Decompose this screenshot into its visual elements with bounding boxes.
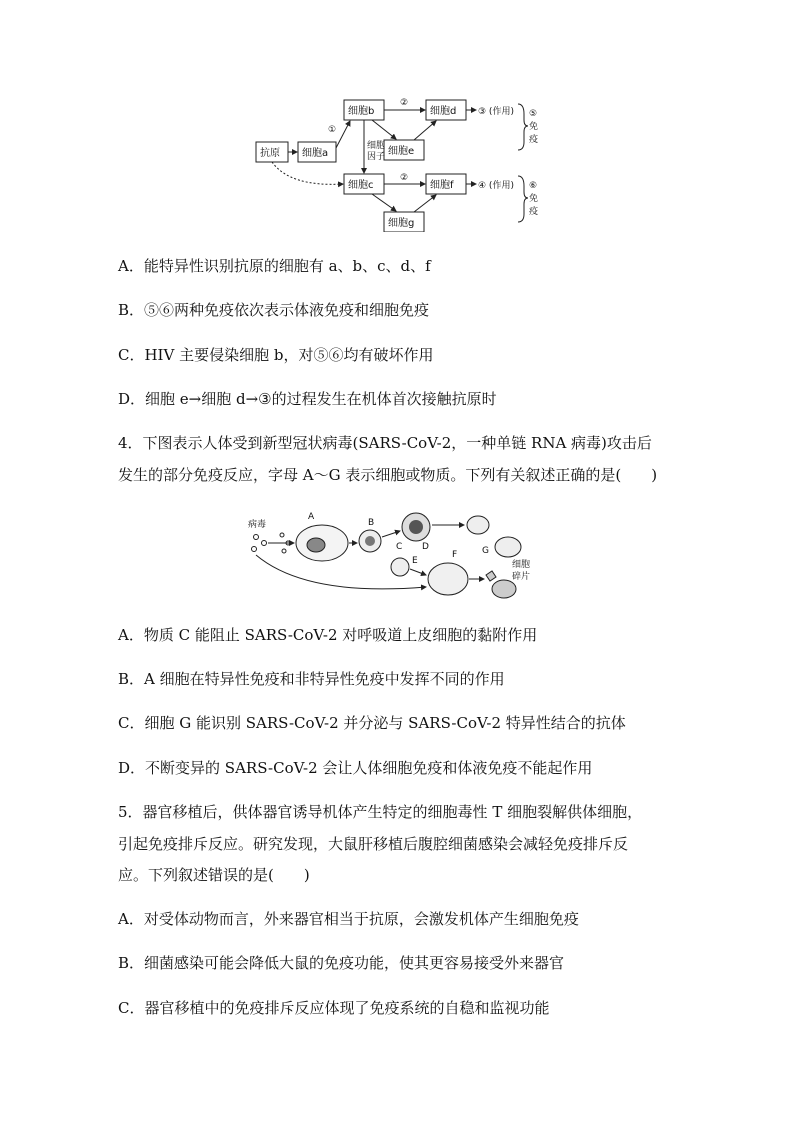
step-2b-label: ② <box>400 173 409 183</box>
cell-e <box>391 558 409 576</box>
label-a: A <box>308 512 315 522</box>
arrow-antigen-c <box>272 162 343 184</box>
cell-a-label: 细胞a <box>302 148 329 159</box>
cell-d-nucleus <box>409 520 423 534</box>
q4-stem-line1: 4．下图表示人体受到新型冠状病毒(SARS-CoV-2，一种单链 RNA 病毒)攻击后 <box>118 434 652 452</box>
q3-option-a: A．能特异性识别抗原的细胞有 a、b、c、d、f <box>118 257 431 275</box>
label-g: G <box>482 546 489 556</box>
q5-stem-line1: 5．器官移植后，供体器官诱导机体产生特定的细胞毒性 T 细胞裂解供体细胞， <box>118 803 643 821</box>
factor-label-2: 因子 <box>367 152 386 162</box>
factor-label-1: 细胞 <box>367 141 386 151</box>
arrow-b-d <box>382 531 400 537</box>
imm6-char2: 疫 <box>529 207 539 217</box>
q4-stem-line2: 发生的部分免疫反应，字母 A～G 表示细胞或物质。下列有关叙述正确的是( ) <box>118 466 658 484</box>
step-1-label: ① <box>328 125 337 135</box>
imm5-num: ⑤ <box>529 109 538 119</box>
imm5-char1: 免 <box>529 122 539 132</box>
q5-option-a: A．对受体动物而言，外来器官相当于抗原，会激发机体产生细胞免疫 <box>118 910 579 928</box>
cell-b-nucleus <box>365 536 375 546</box>
q3-option-c: C．HIV 主要侵染细胞 b，对⑤⑥均有破坏作用 <box>118 346 434 364</box>
label-f: F <box>452 550 458 560</box>
arrow-g-f <box>414 195 436 212</box>
cell-f <box>428 563 468 595</box>
antigen-label: 抗原 <box>260 148 280 159</box>
virus-label: 病毒 <box>248 520 267 530</box>
arrow-b-e <box>372 120 396 139</box>
q4-option-d: D．不断变异的 SARS-CoV-2 会让人体细胞免疫和体液免疫不能起作用 <box>118 759 593 777</box>
imm6-char1: 免 <box>529 194 539 204</box>
q5-option-c: C．器官移植中的免疫排斥反应体现了免疫系统的自稳和监视功能 <box>118 999 550 1017</box>
cell-b-label: 细胞b <box>348 106 375 117</box>
cell-g-1 <box>467 516 489 534</box>
q5-stem-line2: 引起免疫排斥反应。研究发现，大鼠肝移植后腹腔细菌感染会减轻免疫排斥反 <box>118 835 629 853</box>
cell-a-nucleus <box>307 538 325 552</box>
debris-label-1: 细胞 <box>512 560 531 570</box>
cell-c-label: 细胞c <box>348 180 374 191</box>
q5-option-b: B．细菌感染可能会降低大鼠的免疫功能，使其更容易接受外来器官 <box>118 954 565 972</box>
label-b: B <box>368 518 375 528</box>
output-4-label: ④ (作用) <box>478 181 514 191</box>
q5-stem-line3: 应。下列叙述错误的是( ) <box>118 866 310 884</box>
q3-option-d: D．细胞 e→细胞 d→③的过程发生在机体首次接触抗原时 <box>118 390 497 408</box>
step-2a-label: ② <box>400 98 409 108</box>
cell-g-2 <box>495 537 521 557</box>
q3-option-b: B．⑤⑥两种免疫依次表示体液免疫和细胞免疫 <box>118 301 430 319</box>
imm5-char2: 疫 <box>529 135 539 145</box>
cell-f-label: 细胞f <box>430 180 454 191</box>
imm6-num: ⑥ <box>529 181 538 191</box>
q4-option-c: C．细胞 G 能识别 SARS-CoV-2 并分泌与 SARS-CoV-2 特异性结合的抗体 <box>118 714 626 732</box>
cell-d-label: 细胞d <box>430 106 457 117</box>
q4-option-b: B．A 细胞在特异性免疫和非特异性免疫中发挥不同的作用 <box>118 670 505 688</box>
arrow-e-f <box>410 569 426 575</box>
arrow-a-b <box>336 121 350 148</box>
arrow-c-g <box>372 194 396 211</box>
debris-label-2: 碎片 <box>512 572 531 582</box>
brace-6 <box>518 176 528 222</box>
cell-e-label: 细胞e <box>388 146 415 157</box>
arrow-e-d <box>414 121 436 140</box>
cell-g-label: 细胞g <box>388 218 415 229</box>
brace-5 <box>518 104 528 150</box>
label-c: C <box>396 542 403 552</box>
virus-immune-figure <box>246 505 546 605</box>
label-d: D <box>422 542 429 552</box>
label-e: E <box>412 556 418 566</box>
output-3-label: ③ (作用) <box>478 107 514 117</box>
immune-flow-diagram <box>250 92 794 232</box>
q4-option-a: A．物质 C 能阻止 SARS-CoV-2 对呼吸道上皮细胞的黏附作用 <box>118 626 538 644</box>
